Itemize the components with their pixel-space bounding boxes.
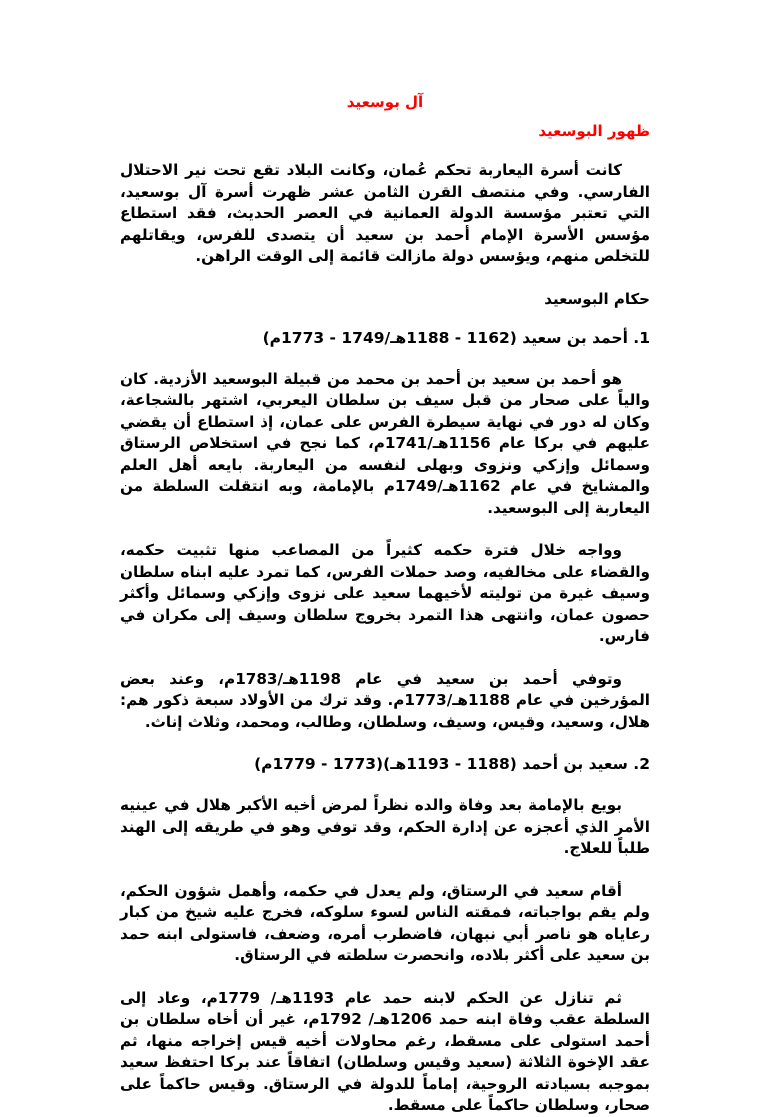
ruler-2-paragraph-2: أقام سعيد في الرستاق، ولم يعدل في حكمه، وأهمل شؤون الحكم، ولم يقم بواجباته، فمقته الناس لسوء سلوكه، فخرج عليه شيخ من كبار رعاياه هو ناصر أبي نبهان، فاضطرب أمره، وضعف، فاستولى ابنه حمد بن سعيد على أكثر بلاده، وانحصرت سلطته في الرستاق. [120,881,650,964]
document-title: آل بوسعيد [346,93,424,111]
ruler-2-paragraph-1: بويع بالإمامة بعد وفاة والده نظراً لمرض أخيه الأكبر هلال في عينيه الأمر الذي أعجزه عن إدارة الحكم، وقد توفي وهو في طريقه إلى الهند طلباً للعلاج. [120,796,650,857]
ruler-1-paragraph-1: هو أحمد بن سعيد بن أحمد بن محمد من قبيلة البوسعيد الأزدية. كان والياً على صحار من قبل سيف بن سلطان اليعربي، اشتهر بالشجاعة، وكان له دور في نهاية سيطرة الفرس على عمان، إذ استطاع أن يقضي عليهم في بركا عام 1156هـ/1741م، كما نجح في استخلاص الرستاق وسمائل وإزكي ونزوى وبهلى لنفسه من اليعاربة. بايعه أهل العلم والمشايخ في عام 1162هـ/1749م بالإمامة، وبه انتقلت السلطة من اليعاربة إلى البوسعيد. [120,369,650,517]
ruler-2-paragraph-3: ثم تنازل عن الحكم لابنه حمد عام 1193هـ/ 1779م، وعاد إلى السلطة عقب وفاة ابنه حمد 1206هـ/ 1792م، غير أن أخاه سلطان بن أحمد استولى على مسقط، رغم محاولات أخيه قيس إخراجه منها، ثم عقد الإخوة الثلاثة (سعيد وقيس وسلطان) اتفاقاً عند بركا احتفظ سعيد بموجبه بسيادته الروحية، إماماً للدولة في الرستاق. وقيس حاكماً على صحار، وسلطان حاكماً على مسقط. [120,988,650,1114]
ruler-1-heading: 1. أحمد بن سعيد (1162 - 1188هـ/1749 - 1773م) [262,328,650,347]
intro-paragraph: كانت أسرة اليعاربة تحكم عُمان، وكانت البلاد تقع تحت نير الاحتلال الفارسي. وفي منتصف القرن الثامن عشر ظهرت أسرة آل بوسعيد، التي تعتبر مؤسسة الدولة العمانية في العصر الحديث، فقد استطاع مؤسس الأسرة الإمام أحمد بن سعيد أن يتصدى للفرس، ويقاتلهم للتخلص منهم، ويؤسس دولة مازالت قائمة إلى الوقت الراهن. [120,161,650,265]
ruler-2-heading: 2. سعيد بن أحمد (1188 - 1193هـ)(1773 - 1779م) [254,755,650,773]
ruler-1-paragraph-3: وتوفي أحمد بن سعيد في عام 1198هـ/1783م، وعند بعض المؤرخين في عام 1188هـ/1773م. وقد ترك من الأولاد سبعة ذكور هم: هلال، وسعيد، وقيس، وسيف، وسلطان، وطالب، ومحمد، وثلاث إناث. [120,669,650,731]
ruler-1-paragraph-2: وواجه خلال فترة حكمه كثيراً من المصاعب منها تثبيت حكمه، والقضاء على مخالفيه، وصد حملات الفرس، كما تمرد عليه ابناه سلطان وسيف غيرة من توليته لأخيهما سعيد على نزوى وإزكي وسمائل وأكثر حصون عمان، وانتهى هذا التمرد بخروج سلطان وسيف إلى مكران في فارس. [120,541,650,645]
rulers-heading: حكام البوسعيد [544,289,650,308]
section-subtitle: ظهور البوسعيد [538,122,650,140]
